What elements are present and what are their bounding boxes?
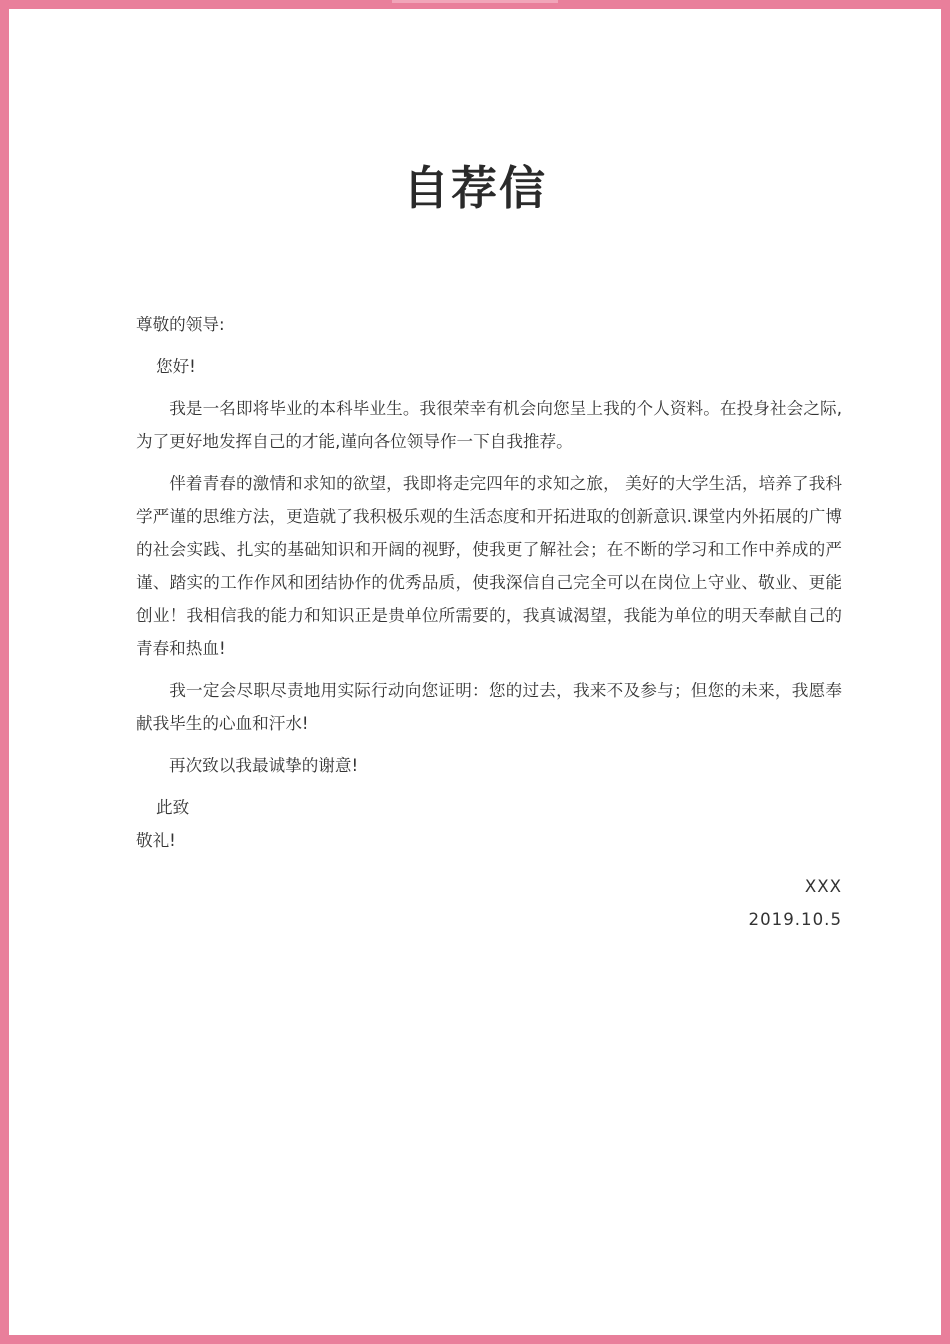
top-tab-decoration <box>392 0 558 3</box>
greeting: 尊敬的领导: <box>136 315 225 334</box>
hello-line: 您好! <box>156 357 196 376</box>
thanks-line: 再次致以我最诚挚的谢意! <box>169 756 359 775</box>
signature-name: XXX <box>804 877 842 896</box>
paragraph-commitment: 我一定会尽职尽责地用实际行动向您证明：您的过去，我来不及参与；但您的未来，我愿奉献我毕生的心血和汗水! <box>136 681 842 733</box>
closing-line-2: 敬礼! <box>136 831 176 850</box>
signature-date: 2019.10.5 <box>748 910 842 929</box>
paragraph-intro: 我是一名即将毕业的本科毕业生。我很荣幸有机会向您呈上我的个人资料。在投身社会之际,为了更好地发挥自己的才能,谨向各位领导作一下自我推荐。 <box>136 399 842 451</box>
letter-title: 自荐信 <box>403 161 547 215</box>
closing-line-1: 此致 <box>156 798 190 817</box>
signature-block <box>749 870 842 936</box>
letter-body <box>136 308 842 857</box>
paragraph-experience: 伴着青春的激情和求知的欲望，我即将走完四年的求知之旅， 美好的大学生活，培养了我科学严谨的思维方法，更造就了我积极乐观的生活态度和开拓进取的创新意识.课堂内外拓展的广博的社会实践、扎实的基础知识和开阔的视野，使我更了解社会；在不断的学习和工作中养成的严谨、踏实的工作作风和团结协作的优秀品质，使我深信自己完全可以在岗位上守业、敬业、更能创业！我相信我的能力和知识正是贵单位所需要的，我真诚渴望，我能为单位的明天奉献自己的青春和热血! <box>136 474 842 658</box>
